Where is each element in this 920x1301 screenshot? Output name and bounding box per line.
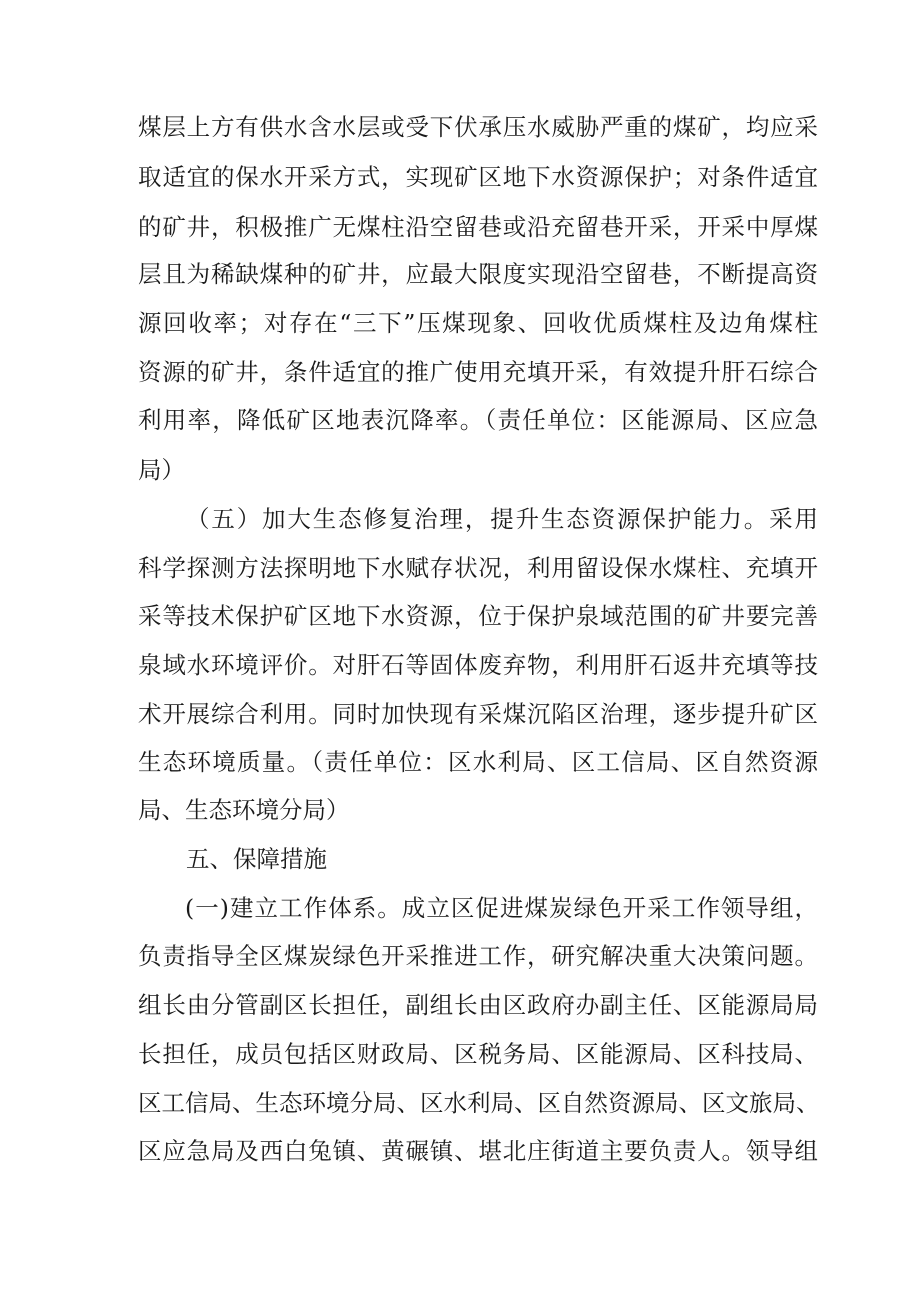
text-line: 组长由分管副区长担任，副组长由区政府办副主任、区能源局局 (138, 991, 818, 1019)
text-line: 区应急局及西白兔镇、黄碾镇、堪北庄街道主要负责人。领导组 (138, 1137, 818, 1165)
section-heading: 五、保障措施 (186, 845, 327, 873)
text-line: 利用率，降低矿区地表沉降率。（责任单位：区能源局、区应急 (138, 406, 818, 434)
text-line: 煤层上方有供水含水层或受下伏承压水威胁严重的煤矿，均应采 (138, 113, 818, 141)
text-line: 区工信局、生态环境分局、区水利局、区自然资源局、区文旅局、 (138, 1089, 820, 1117)
text-line: 科学探测方法探明地下水赋存状况，利用留设保水煤柱、充填开 (138, 554, 818, 582)
text-line: 资源的矿井，条件适宜的推广使用充填开采，有效提升肝石综合 (138, 358, 818, 386)
text-line: 取适宜的保水开采方式，实现矿区地下水资源保护；对条件适宜 (138, 163, 818, 191)
paragraph-heading-line: （五）加大生态修复治理，提升生态资源保护能力。采用 (186, 505, 818, 533)
text-line: 局、生态环境分局） (138, 796, 350, 824)
paragraph-heading-line: (一)建立工作体系。成立区促进煤炭绿色开采工作领导组， (185, 894, 818, 922)
text-line: 源回收率；对存在“三下”压煤现象、回收优质煤柱及边角煤柱 (138, 309, 818, 337)
text-line: 局） (138, 456, 185, 484)
text-line: 采等技术保护矿区地下水资源，位于保护泉域范围的矿井要完善 (138, 602, 818, 630)
text-line: 长担任，成员包括区财政局、区税务局、区能源局、区科技局、 (138, 1040, 818, 1068)
text-line: 生态环境质量。（责任单位：区水利局、区工信局、区自然资源 (138, 748, 818, 776)
text-line: 层且为稀缺煤种的矿井，应最大限度实现沿空留巷，不断提高资 (138, 260, 818, 288)
text-line: 负责指导全区煤炭绿色开采推进工作，研究解决重大决策问题。 (138, 942, 818, 970)
text-line: 泉域水环境评价。对肝石等固体废弃物，利用肝石返井充填等技 (138, 651, 818, 679)
text-line: 的矿井，积极推广无煤柱沿空留巷或沿充留巷开采，开采中厚煤 (138, 213, 818, 241)
text-line: 术开展综合利用。同时加快现有采煤沉陷区治理，逐步提升矿区 (138, 700, 818, 728)
